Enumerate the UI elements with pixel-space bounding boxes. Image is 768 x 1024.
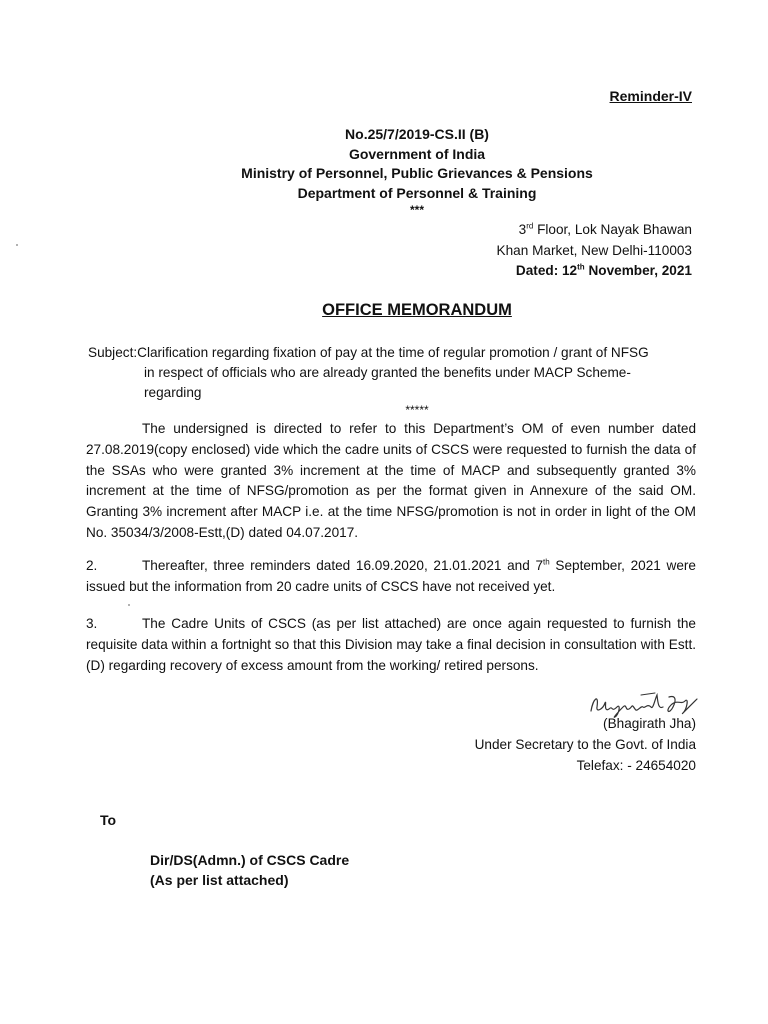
ministry-name: Ministry of Personnel, Public Grievances & Pensions	[241, 165, 593, 181]
office-address	[497, 220, 692, 282]
signatory-block	[475, 713, 696, 776]
letterhead	[0, 125, 768, 217]
recipient-line-1: Dir/DS(Admn.) of CSCS Cadre	[150, 852, 350, 868]
paragraph-1	[86, 419, 696, 544]
paragraph-1-text: The undersigned is directed to refer to this Department’s OM of even number dated 27.08.2019(copy enclosed) vide which the cadre units of CSCS were requested to furnish the data of the SSAs who were granted 3% increment at the time of MACP and subsequently granted 3% increment at the time of NFSG/promotion as per the format given in Annexure of the said OM. Granting 3% increment after MACP i.e. at the time NFSG/promotion is not in order in light of the OM No. 35034/3/2008-Estt,(D) dated 04.07.2017.	[86, 421, 696, 540]
paragraph-2	[86, 556, 696, 598]
recipient-block	[150, 850, 349, 890]
paragraph-3-text: The Cadre Units of CSCS (as per list attached) are once again requested to furnish the requisite data within a fortnight so that this Division may take a final decision in consultation with Estt.(D) regarding recovery of excess amount from the working/ retired persons.	[86, 616, 696, 673]
address-line-1: 3rd Floor, Lok Nayak Bhawan	[518, 221, 692, 237]
paragraph-number: 3.	[86, 616, 98, 631]
header-separator: ***	[409, 203, 424, 217]
signatory-telefax: Telefax: - 24654020	[576, 758, 696, 773]
signatory-name: (Bhagirath Jha)	[603, 716, 696, 731]
address-line-2: Khan Market, New Delhi-110003	[496, 242, 692, 258]
subject-line-1: Clarification regarding fixation of pay at the time of regular promotion / grant of NFSG	[137, 345, 649, 360]
paragraph-number: 2.	[86, 558, 98, 573]
reminder-label: Reminder-IV	[609, 88, 692, 104]
to-label: To	[100, 812, 117, 828]
page-title: OFFICE MEMORANDUM	[322, 301, 512, 319]
subject-label: Subject:	[88, 345, 138, 360]
date-line: Dated: 12th November, 2021	[515, 262, 692, 278]
file-number: No.25/7/2019-CS.II (B)	[345, 126, 489, 142]
subject-block	[88, 343, 692, 403]
paragraph-2-text: Thereafter, three reminders dated 16.09.2020, 21.01.2021 and 7th September, 2021 were issued but the information from 20 cadre units of CSCS have not received yet.	[86, 557, 696, 594]
government-name: Government of India	[348, 145, 486, 162]
subject-line-2: in respect of officials who are already granted the benefits under MACP Scheme-	[144, 365, 631, 380]
scan-speck	[16, 244, 18, 246]
department-name: Department of Personnel & Training	[297, 184, 537, 201]
recipient-line-2: (As per list attached)	[150, 872, 289, 888]
scan-speck	[128, 604, 130, 606]
paragraph-3	[86, 614, 696, 676]
subject-separator: *****	[405, 403, 429, 417]
signatory-designation: Under Secretary to the Govt. of India	[474, 737, 696, 752]
subject-line-3: regarding	[144, 385, 202, 400]
